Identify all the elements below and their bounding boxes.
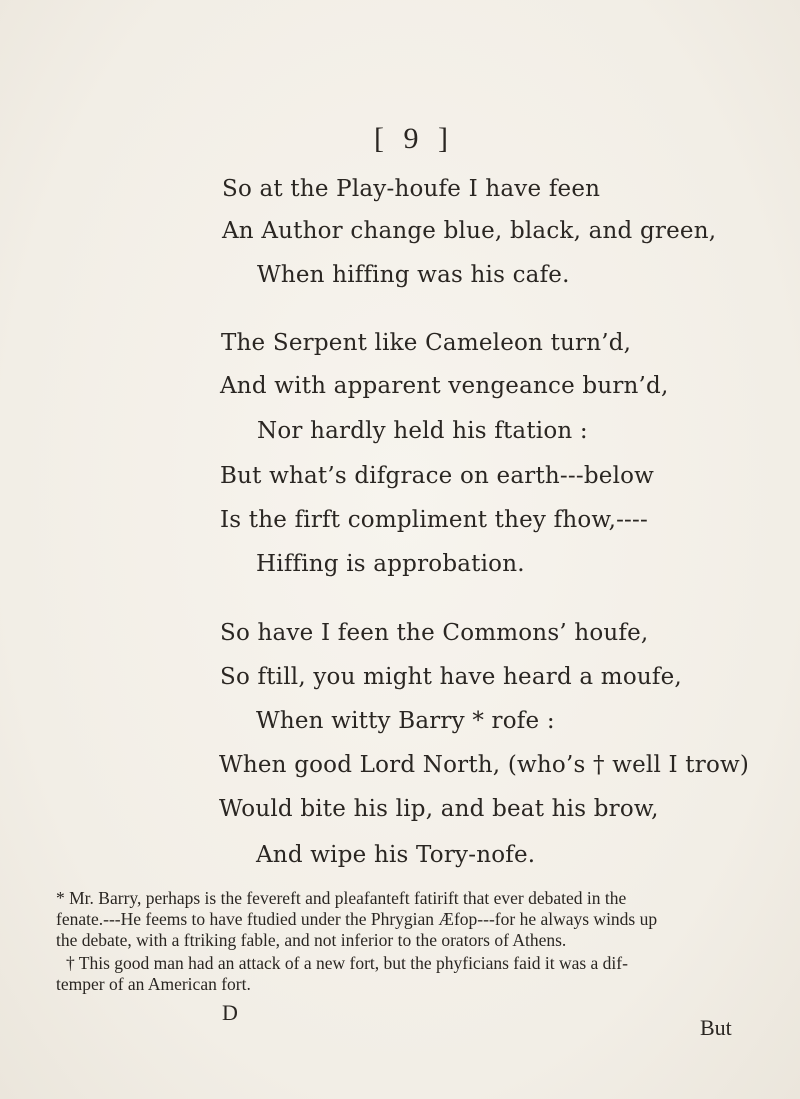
verse-line: An Author change blue, black, and green, (222, 218, 717, 244)
catchword: But (700, 1015, 732, 1040)
verse-line: So ftill, you might have heard a moufe, (220, 664, 682, 690)
signature-mark: D (222, 1000, 238, 1025)
footnote-line: temper of an American fort. (56, 974, 251, 994)
verse-line: When witty Barry * rofe : (256, 708, 555, 734)
verse-line: Would bite his lip, and beat his brow, (219, 796, 659, 822)
verse-line: Is the firft compliment they fhow,---- (220, 507, 648, 533)
verse-line: And with apparent vengeance burn’d, (220, 373, 669, 399)
verse-line: But what’s difgrace on earth---below (220, 463, 655, 489)
verse-line: Hiffing is approbation. (256, 551, 525, 577)
page-number: [ 9 ] (374, 122, 454, 155)
footnote-line: * Mr. Barry, perhaps is the fevereft and pleafanteft fatirift that ever debated in the (56, 888, 627, 908)
footnote-line: fenate.---He feems to have ftudied under the Phrygian Æfop---for he always winds up (56, 909, 658, 929)
verse-line: And wipe his Tory-nofe. (256, 842, 536, 868)
verse-line: So at the Play-houfe I have feen (222, 176, 601, 202)
verse-line: So have I feen the Commons’ houfe, (220, 620, 649, 646)
verse-line: When hiffing was his cafe. (257, 262, 570, 288)
verse-line: Nor hardly held his ftation : (257, 418, 588, 444)
footnote-line: † This good man had an attack of a new fort, but the phyficians faid it was a dif- (66, 953, 628, 973)
footnote-line: the debate, with a ftriking fable, and not inferior to the orators of Athens. (56, 930, 567, 950)
verse-line: The Serpent like Cameleon turn’d, (221, 330, 632, 356)
verse-line: When good Lord North, (who’s † well I trow) (219, 752, 750, 778)
